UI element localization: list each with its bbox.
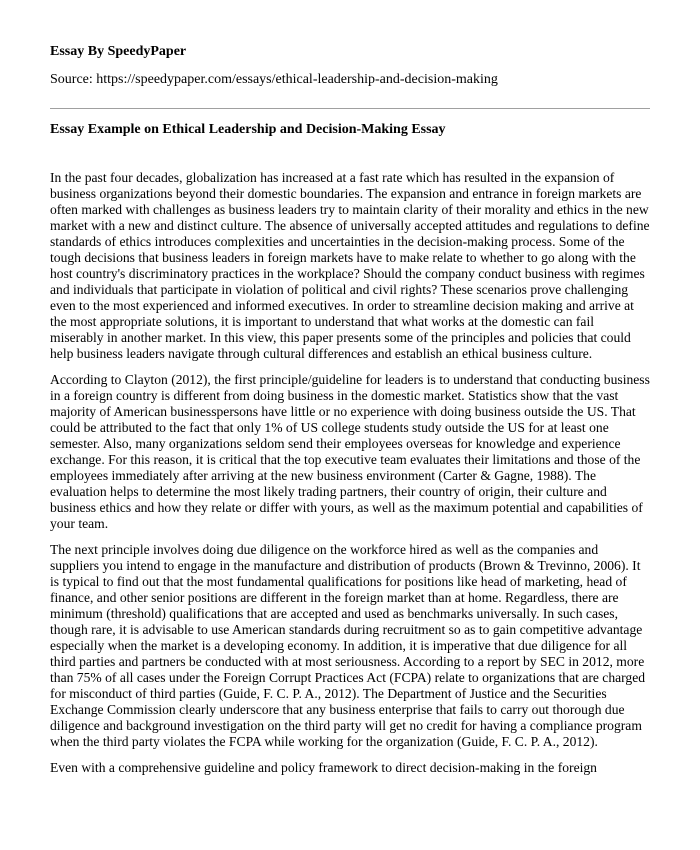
paragraph: According to Clayton (2012), the first principle/guideline for leaders is to understand that conducting business in a foreign country is different from doing business in the domestic market. Statistics show that the vast majority of American businesspersons have little or no experience with doing business outside the US. That could be attributed to the fact that only 1% of US college students study outside the US for at least one semester. Also, many organizations seldom send their employees overseas for knowledge and experience exchange. For this reason, it is critical that the top executive team evaluates their limitations and those of the employees immediately after arriving at the new business environment (Carter & Gagne, 1988). The evaluation helps to determine the most likely trading partners, their country of origin, their culture and business ethics and how they relate or differ with yours, as well as the maximum potential and capabilities of your team.: [50, 372, 650, 531]
essay-title: Essay Example on Ethical Leadership and Decision-Making Essay: [50, 122, 446, 137]
paragraph: Even with a comprehensive guideline and policy framework to direct decision-making in the foreign: [50, 760, 597, 775]
source-line: Source: https://speedypaper.com/essays/ethical-leadership-and-decision-making: [50, 72, 498, 87]
paragraph: The next principle involves doing due diligence on the workforce hired as well as the companies and suppliers you intend to engage in the manufacture and distribution of products (Brown & Trevinno, 2006). It is typical to find out that the most fundamental qualifications for positions like head of marketing, head of finance, and other senior positions are different in the foreign market than at home. Regardless, there are minimum (threshold) qualifications that are accepted and used as benchmarks universally. In such cases, though rare, it is advisable to use American standards during recruitment so as to gain competitive advantage especially when the market is a developing economy. In addition, it is imperative that due diligence for all third parties and partners be conducted with at most seriousness. According to a report by SEC in 2012, more than 75% of all cases under the Foreign Corrupt Practices Act (FCPA) relate to organizations that are charged for misconduct of third parties (Guide, F. C. P. A., 2012). The Department of Justice and the Securities Exchange Commission clearly underscore that any business enterprise that fails to carry out thorough due diligence and background investigation on the third party will get no credit for having a compliance program when the third party violates the FCPA while working for the organization (Guide, F. C. P. A., 2012).: [50, 542, 646, 749]
document-header-title: Essay By SpeedyPaper: [50, 44, 187, 59]
paragraph: In the past four decades, globalization has increased at a fast rate which has resulted in the expansion of business organizations beyond their domestic boundaries. The expansion and entrance in foreign markets are often marked with challenges as business leaders try to maintain clarity of their morality and ethics in the new market with a new and distinct culture. The absence of universally accepted attitudes and regulations to define standards of ethics introduces complexities and uncertainties in the decision-making process. Some of the tough decisions that business leaders in foreign markets have to make relate to whether to go along with the host country's discriminatory practices in the workplace? Should the company conduct business with regimes and individuals that participate in violation of political and civil rights? These scenarios prove challenging even to the most experienced and informed executives. In order to streamline decision making and arrive at the most appropriate solutions, it is important to understand that what works at the domestic can fail miserably in another market. In this view, this paper presents some of the principles and policies that could help business leaders navigate through cultural differences and establish an ethical business culture.: [50, 170, 650, 361]
essay-body: [50, 170, 650, 786]
divider: [50, 108, 650, 109]
